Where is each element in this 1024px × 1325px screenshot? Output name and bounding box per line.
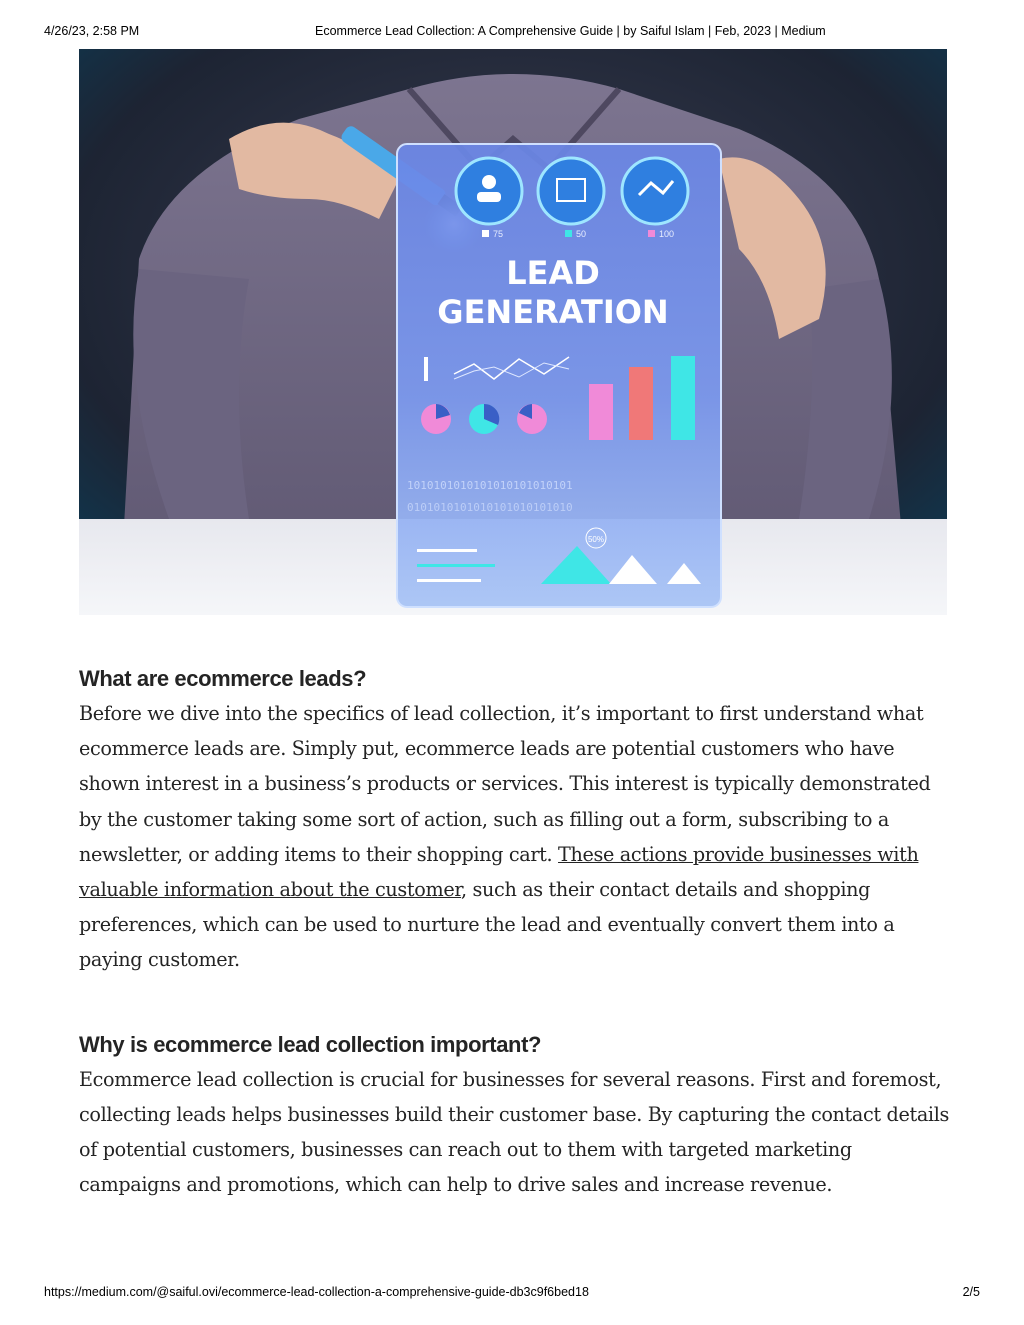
paragraph-text-after-link: , such as their contact details and shopping preferences, which can be used to nurture the lead and eventually convert them into a paying customer.	[79, 878, 895, 972]
valuable-information-link[interactable]: These actions provide businesses with valuable information about the customer	[79, 842, 919, 902]
print-page-title: Ecommerce Lead Collection: A Comprehensive Guide | by Saiful Islam | Feb, 2023 | Medium	[315, 24, 826, 38]
legend-100: 100	[659, 229, 675, 239]
screen-title-line2: GENERATION	[437, 293, 669, 331]
article-body	[79, 662, 949, 1202]
legend-50: 50	[576, 229, 587, 239]
section-heading-what-are-leads: What are ecommerce leads?	[79, 666, 367, 691]
binary-row-1: 1010101010101010101010101	[407, 479, 573, 492]
section-paragraph-why-important: Ecommerce lead collection is crucial for businesses for several reasons. First and foremost, collecting leads helps businesses build their customer base. By capturing the contact details of potential customers, businesses can reach out to them with targeted marketing campaigns and promotions, which can help to drive sales and increase revenue.	[79, 1067, 949, 1197]
binary-row-2: 0101010101010101010101010	[407, 501, 573, 514]
lead-generation-illustration	[79, 49, 947, 615]
screen-title-line1: LEAD	[506, 254, 600, 292]
hero-image	[79, 49, 947, 615]
print-url: https://medium.com/@saiful.ovi/ecommerce-lead-collection-a-comprehensive-guide-db3c9f6bed18	[44, 1285, 589, 1299]
section-heading-why-important: Why is ecommerce lead collection important?	[79, 1031, 542, 1057]
print-datetime: 4/26/23, 2:58 PM	[44, 24, 140, 38]
print-header	[44, 24, 980, 42]
percent-badge: 50%	[587, 535, 605, 544]
print-footer	[44, 1285, 980, 1303]
print-page-number: 2/5	[962, 1285, 980, 1299]
section-paragraph-what-are-leads	[79, 696, 949, 978]
paragraph-text-before-link: Before we dive into the specifics of lead collection, it’s important to first understand what ecommerce leads are. Simply put, ecommerce leads are potential customers who have shown interest in a business’s products or services. This interest is typically demonstrated by the customer taking some sort of action, such as filling out a form, subscribing to a newsletter, or adding items to their shopping cart.	[79, 702, 931, 866]
legend-75: 75	[493, 229, 504, 239]
